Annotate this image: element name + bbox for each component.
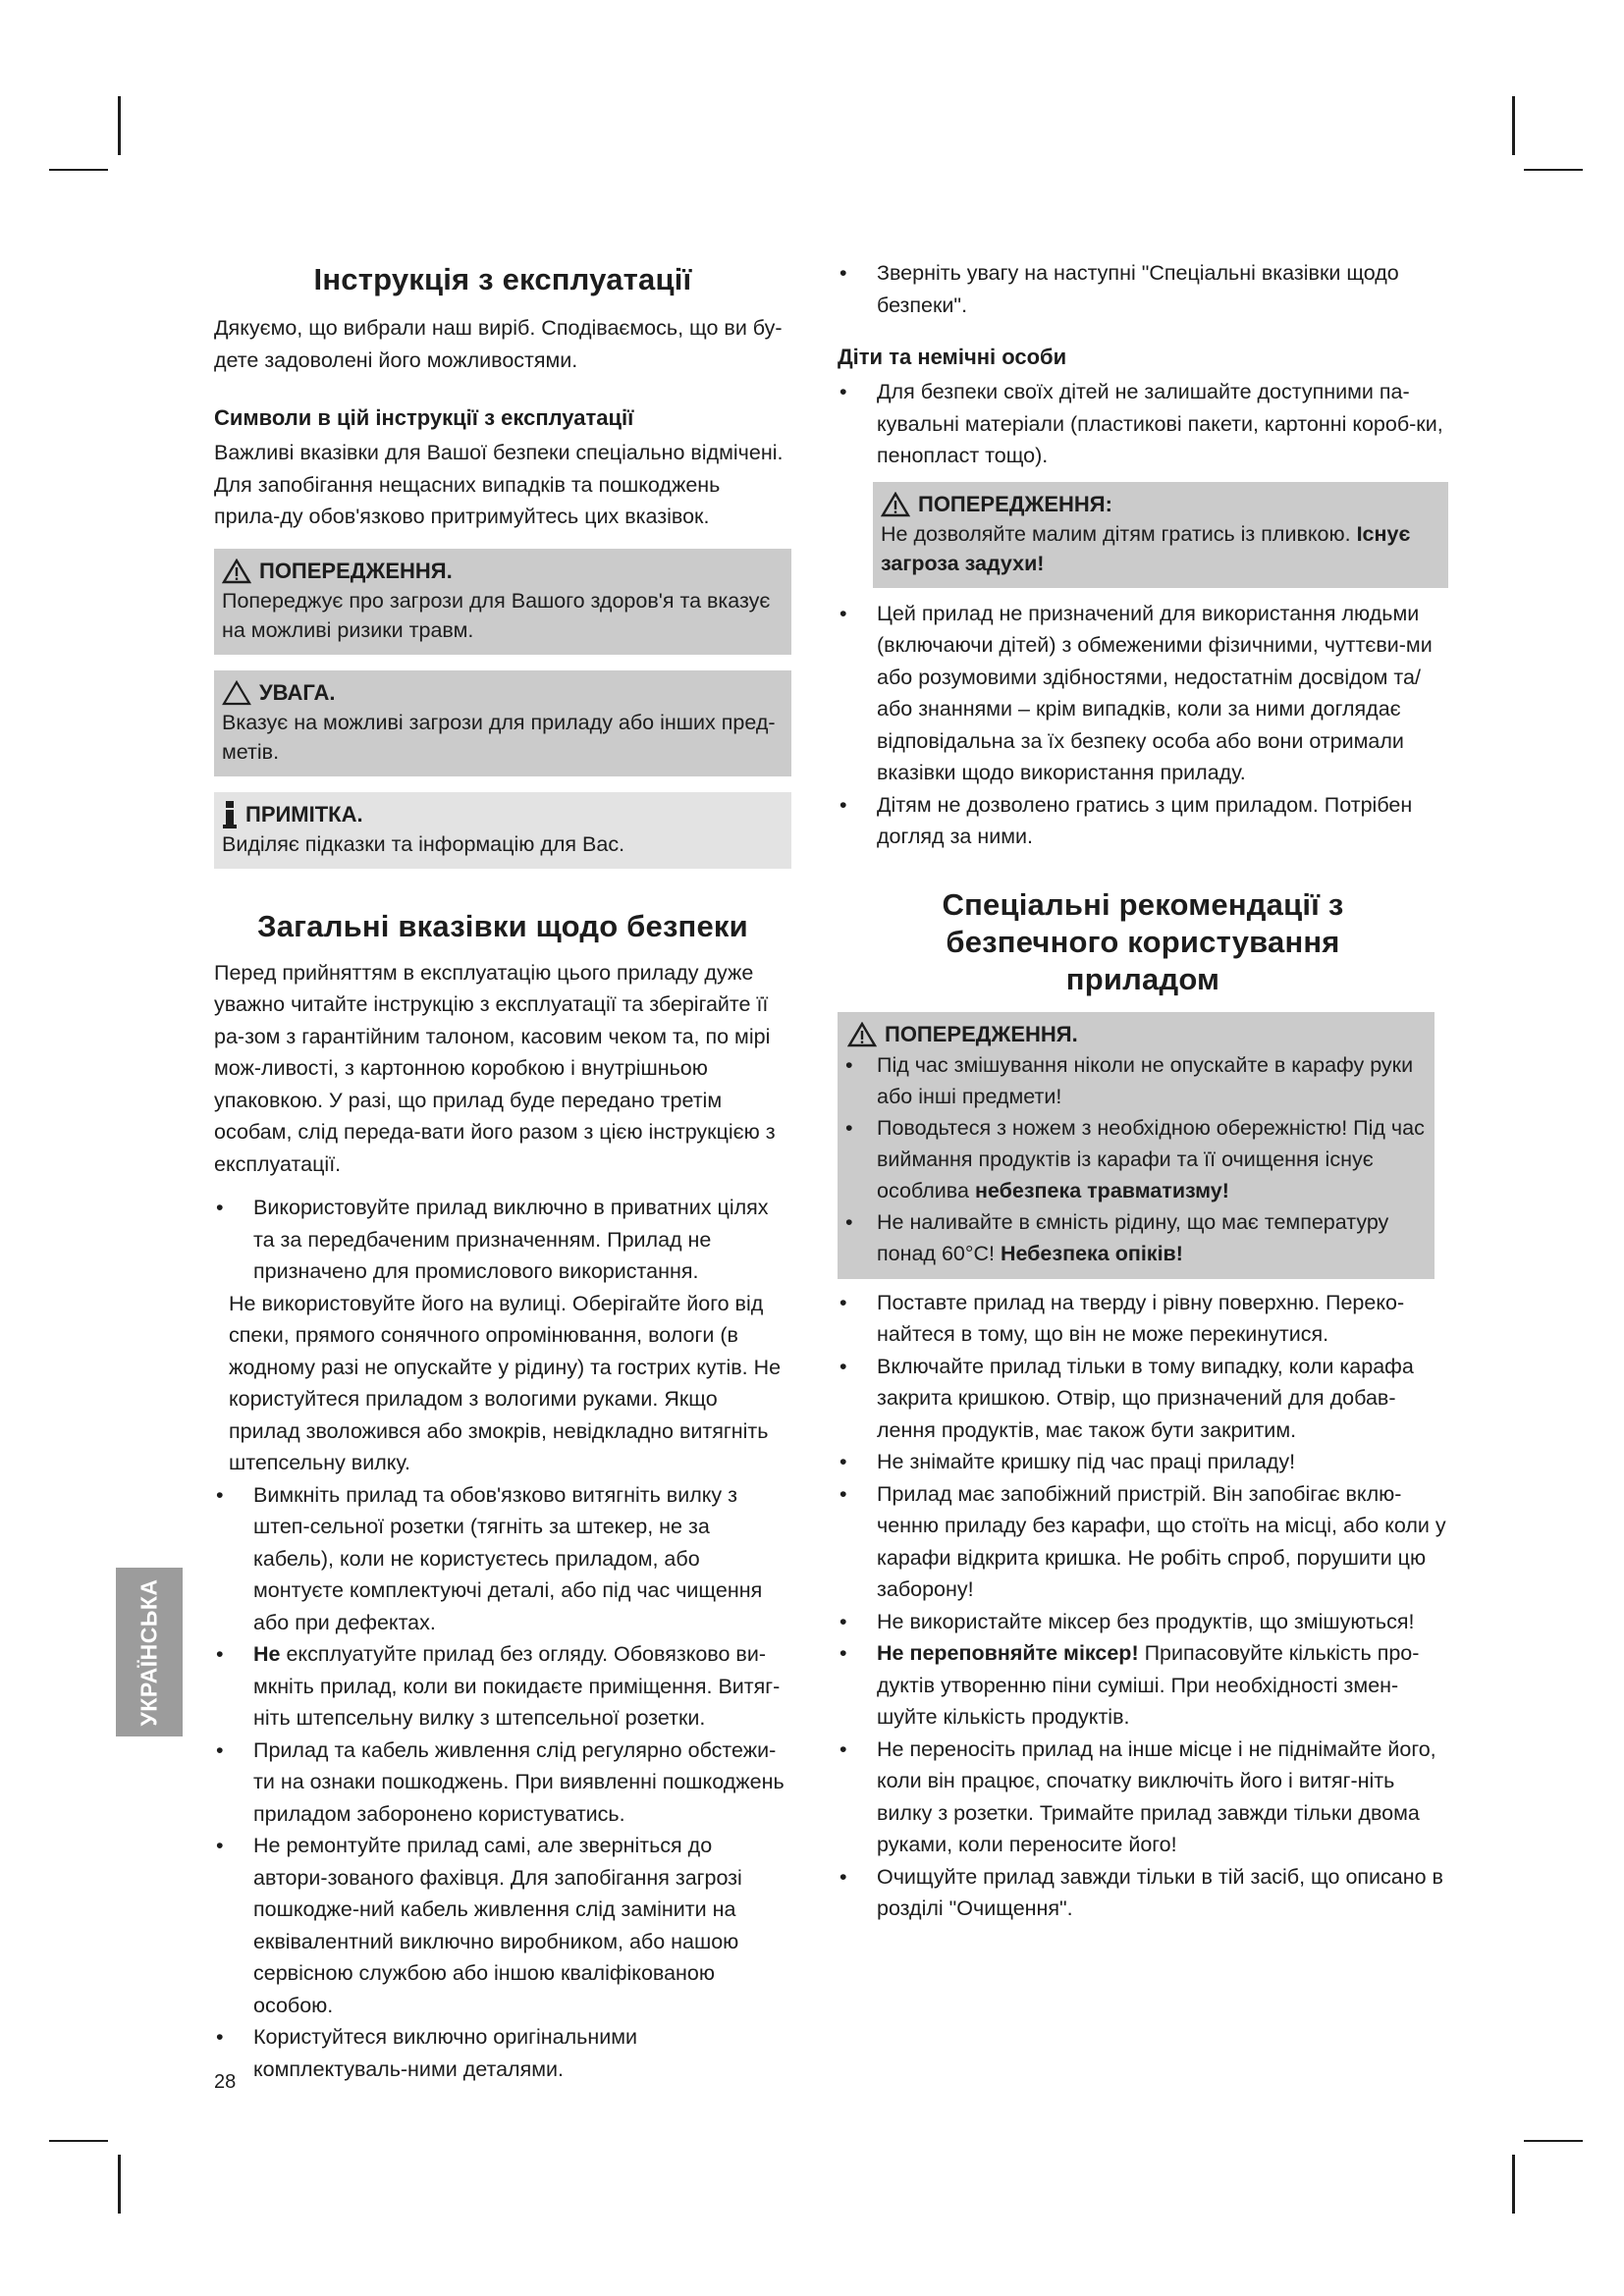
crop-mark bbox=[1512, 2155, 1515, 2214]
special-warning-list bbox=[841, 1049, 1425, 1269]
list-item-bold: небезпека травматизму! bbox=[974, 1178, 1229, 1202]
caution-box-title: УВАГА. bbox=[259, 679, 336, 705]
list-item-text: експлуатуйте прилад без огляду. Обовязково ви-мкніть прилад, коли ви покидаєте приміщення. Витяг-ніть штепсельну вилку з штепсельної розетки. bbox=[253, 1642, 781, 1730]
right-column bbox=[838, 251, 1448, 1925]
info-icon bbox=[222, 801, 238, 828]
right-intro-list bbox=[838, 257, 1448, 321]
children-heading: Діти та немічні особи bbox=[838, 345, 1067, 369]
symbols-heading: Символи в цій інструкції з експлуатації bbox=[214, 405, 634, 430]
general-safety-list bbox=[214, 1192, 791, 1288]
list-item: • Для безпеки своїх дітей не залишайте доступними па-кувальні матеріали (пластикові пакети, картонні короб-ки, пенопласт тощо). bbox=[838, 376, 1448, 472]
list-item: • Під час змішування ніколи не опускайте в карафу руки або інші предмети! bbox=[841, 1049, 1425, 1112]
list-item: • Дітям не дозволено гратись з цим приладом. Потрібен догляд за ними. bbox=[838, 789, 1448, 853]
list-item-text: Не наливайте в ємність рідину, що має температуру понад 60°C! bbox=[877, 1209, 1389, 1265]
note-box-text: Виділяє підказки та інформацію для Вас. bbox=[222, 831, 625, 856]
list-item bbox=[214, 1638, 791, 1735]
list-item: • Вимкніть прилад та обов'язково витягніть вилку з штеп-сельної розетки (тягніть за штекер, не за кабель), коли не користуєтесь приладом, або монтуєте комплектуючі деталі, або під час чищення або при дефектах. bbox=[214, 1479, 791, 1639]
list-item: • Використовуйте прилад виключно в приватних цілях та за передбаченим призначенням. Прилад не призначено для промислового використання. bbox=[214, 1192, 791, 1288]
children-list-2 bbox=[838, 598, 1448, 853]
warning-triangle-icon bbox=[881, 492, 910, 517]
page-number: 28 bbox=[214, 2071, 237, 2093]
general-intro-text: Перед прийняттям в експлуатацію цього приладу дуже уважно читайте інструкцію з експлуатації та зберігайте її ра-зом з гарантійним талоном, касовим чеком та, по мірі мож-ливості, з картонною коробкою і внутрішньою упаковкою. У разі, що прилад буде передано третім особам, слід переда-вати його разом з цією інструкцією з експлуатації. bbox=[214, 960, 776, 1176]
warning-triangle-icon bbox=[222, 559, 251, 584]
list-item: • Прилад має запобіжний пристрій. Він запобігає вклю-ченню приладу без карафи, що стоїть на місці, або коли у карафи відкрита кришка. Не робіть спроб, порушити цю заборону! bbox=[838, 1478, 1448, 1606]
list-item-bold: Не bbox=[253, 1642, 281, 1666]
children-warning-text: Не дозволяйте малим дітям гратись із пливкою. bbox=[881, 521, 1351, 546]
note-box bbox=[214, 792, 791, 869]
note-box-title: ПРИМІТКА. bbox=[245, 801, 363, 827]
list-item-text: Припасовуйте кількість про-дуктів утворенню піни суміші. При необхідності змен-шуйте кількість продуктів. bbox=[877, 1641, 1420, 1729]
left-column bbox=[214, 251, 791, 2085]
list-item-continuation: Не використовуйте його на вулиці. Оберігайте його від спеки, прямого сонячного опромінювання, вологи (в жодному разі не опускайте у рідину) та гострих кутів. Не користуйтеся приладом з вологими руками. Якщо прилад зволожився або змокрів, невідкладно витягніть штепсельну вилку. bbox=[229, 1291, 782, 1474]
crop-mark bbox=[118, 96, 121, 155]
crop-mark bbox=[1524, 169, 1583, 171]
special-recommendations-heading: Спеціальні рекомендації з безпечного користування приладом bbox=[942, 886, 1344, 996]
list-item: • Користуйтеся виключно оригінальними комплектуваль-ними деталями. bbox=[214, 2021, 791, 2085]
children-warning-body bbox=[881, 519, 1438, 578]
special-safety-list bbox=[838, 1287, 1448, 1925]
children-warning-box bbox=[873, 482, 1448, 588]
general-safety-heading: Загальні вказівки щодо безпеки bbox=[257, 908, 748, 943]
list-item-text: Поводьтеся з ножем з необхідною обережністю! Під час виймання продуктів із карафи та її очищення існує особлива bbox=[877, 1115, 1425, 1202]
crop-mark bbox=[49, 2140, 108, 2142]
list-item: • Поставте прилад на тверду і рівну поверхню. Переко-найтеся в тому, що він не може перекинутися. bbox=[838, 1287, 1448, 1351]
special-warning-title: ПОПЕРЕДЖЕННЯ. bbox=[885, 1021, 1078, 1046]
children-warning-title: ПОПЕРЕДЖЕННЯ: bbox=[918, 491, 1112, 516]
children-warning-bold: Існує загроза задухи! bbox=[881, 521, 1411, 575]
list-item: • Очищуйте прилад завжди тільки в тій засіб, що описано в розділі "Очищення". bbox=[838, 1861, 1448, 1925]
special-warning-box bbox=[838, 1012, 1435, 1279]
page-title: Інструкція з експлуатації bbox=[313, 262, 692, 296]
list-item: • Не ремонтуйте прилад самі, але зверніться до автори-зованого фахівця. Для запобігання загрозі пошкодже-ний кабель живлення слід замінити на еквівалентний виключно виробником, або нашою сервісною службою або іншою кваліфікованою особою. bbox=[214, 1830, 791, 2021]
warning-triangle-icon bbox=[847, 1022, 877, 1047]
list-item: • Не використайте міксер без продуктів, що змішуються! bbox=[838, 1606, 1448, 1638]
warning-box-text: Попереджує про загрози для Вашого здоров'я та вказує на можливі ризики травм. bbox=[222, 588, 771, 642]
symbols-text: Важливі вказівки для Вашої безпеки спеціально відмічені. Для запобігання нещасних випадків та пошкоджень прила-ду обов'язково притримуйтесь цих вказівок. bbox=[214, 441, 784, 528]
warning-box-title: ПОПЕРЕДЖЕННЯ. bbox=[259, 558, 453, 583]
list-item: • Не знімайте кришку під час праці приладу! bbox=[838, 1446, 1448, 1478]
list-item bbox=[841, 1206, 1425, 1269]
crop-mark bbox=[1512, 96, 1515, 155]
list-item: • Прилад та кабель живлення слід регулярно обстежи-ти на ознаки пошкоджень. При виявленні пошкоджень приладом заборонено користуватись. bbox=[214, 1735, 791, 1831]
general-safety-list-2 bbox=[214, 1479, 791, 2086]
list-item: • Зверніть увагу на наступні "Спеціальні вказівки щодо безпеки". bbox=[838, 257, 1448, 321]
language-tab bbox=[116, 1568, 183, 1736]
list-item-bold: Небезпека опіків! bbox=[1000, 1241, 1183, 1265]
caution-box-text: Вказує на можливі загрози для приладу або інших пред-метів. bbox=[222, 710, 776, 764]
list-item bbox=[841, 1112, 1425, 1206]
crop-mark bbox=[49, 169, 108, 171]
list-item: • Не переносіть прилад на інше місце і не піднімайте його, коли він працює, спочатку виключіть його і витяг-ніть вилку з розетки. Тримайте прилад завжди тільки двома руками, коли переносите його! bbox=[838, 1734, 1448, 1861]
warning-box bbox=[214, 549, 791, 655]
caution-box bbox=[214, 670, 791, 776]
language-tab-label: УКРАЇНСЬКА bbox=[135, 1577, 162, 1727]
crop-mark bbox=[1524, 2140, 1583, 2142]
list-item: • Включайте прилад тільки в тому випадку, коли карафа закрита кришкою. Отвір, що призначений для добав-лення продуктів, має також бути закритим. bbox=[838, 1351, 1448, 1447]
intro-text: Дякуємо, що вибрали наш виріб. Сподіваємось, що ви бу-дете задоволені його можливостями. bbox=[214, 316, 783, 372]
list-item: • Цей прилад не призначений для використання людьми (включаючи дітей) з обмеженими фізичними, чуттєви-ми або розумовими здібностями, недостатнім досвідом та/або знаннями – крім випадків, коли за ними доглядає відповідальна за їх безпеку особа або вони отримали вказівки щодо використання приладу. bbox=[838, 598, 1448, 789]
crop-mark bbox=[118, 2155, 121, 2214]
children-list bbox=[838, 376, 1448, 472]
list-item-bold: Не переповняйте міксер! bbox=[877, 1641, 1139, 1665]
caution-triangle-icon bbox=[222, 680, 251, 706]
list-item bbox=[838, 1637, 1448, 1734]
